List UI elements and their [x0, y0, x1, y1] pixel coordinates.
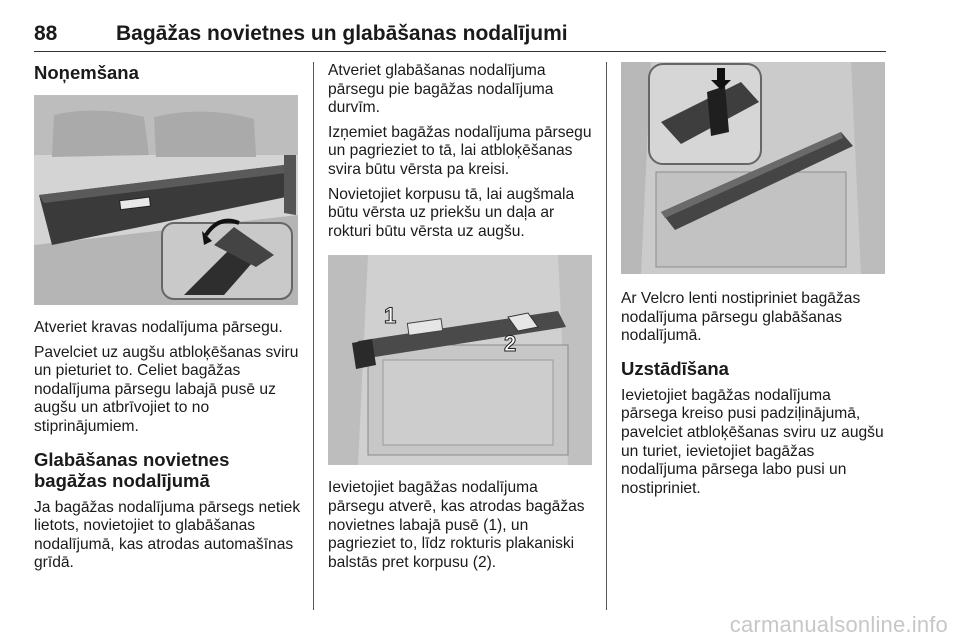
page-number: 88: [34, 22, 58, 45]
page-header: [34, 22, 886, 50]
watermark: carmanualsonline.info: [729, 612, 948, 637]
section-heading-storage: Glabāšanas novietnes bagāžas nodalījumā: [34, 448, 230, 491]
callout-number-2: 2: [504, 331, 517, 357]
column-2: [328, 62, 594, 578]
section-heading-installation: Uzstādīšana: [621, 357, 729, 379]
paragraph: Atveriet kravas nodalījuma pārsegu.: [34, 319, 283, 336]
callout-number-1: 1: [384, 303, 397, 329]
column-3: [621, 62, 887, 504]
column-divider-left: [313, 62, 314, 610]
paragraph: Ar Velcro lenti nostipriniet bagāžas nodalījuma pārsegu glabāšanas nodalījumā.: [621, 290, 861, 345]
figure-cover-insert: [328, 255, 592, 465]
paragraph: Ievietojiet bagāžas nodalījuma pārsega kreiso pusi padziļinājumā, pavelciet atbloķēšanas sviru uz augšu un turiet, ievietojiet bagāžas nodalījuma pārsega labo pusi un nostipriniet.: [621, 386, 884, 497]
paragraph: Novietojiet korpusu tā, lai augšmala būtu vērsta uz priekšu un daļa ar rokturi būtu vērsta uz augšu.: [328, 185, 575, 240]
column-divider-right: [606, 62, 607, 610]
paragraph: Ja bagāžas nodalījuma pārsegs netiek lietots, novietojiet to glabāšanas nodalījumā, kas atrodas automašīnas grīdā.: [34, 498, 301, 572]
paragraph: Ievietojiet bagāžas nodalījuma pārsegu atverē, kas atrodas bagāžas novietnes labajā pusē (1), un pagrieziet to, līdz rokturis plakaniski balstās pret korpusu (2).: [328, 479, 585, 571]
figure-cover-insert-drawing: [328, 255, 592, 465]
figure-velcro-strap: [621, 62, 885, 274]
paragraph: Izņemiet bagāžas nodalījuma pārsegu un pagrieziet to tā, lai atbloķēšanas svira būtu vērsta pa kreisi.: [328, 123, 592, 178]
section-heading-removal: Noņemšana: [34, 62, 139, 83]
header-rule: [34, 51, 886, 52]
column-1: [34, 62, 302, 579]
paragraph: Pavelciet uz augšu atbloķēšanas sviru un pieturiet to. Celiet bagāžas nodalījuma pārsegu labajā pusē uz augšu un atbrīvojiet to no stiprinājumiem.: [34, 343, 299, 435]
paragraph: Atveriet glabāšanas nodalījuma pārsegu pie bagāžas nodalījuma durvīm.: [328, 62, 554, 117]
page-title: Bagāžas novietnes un glabāšanas nodalījumi: [116, 22, 568, 45]
figure-cover-removal: [34, 95, 298, 305]
